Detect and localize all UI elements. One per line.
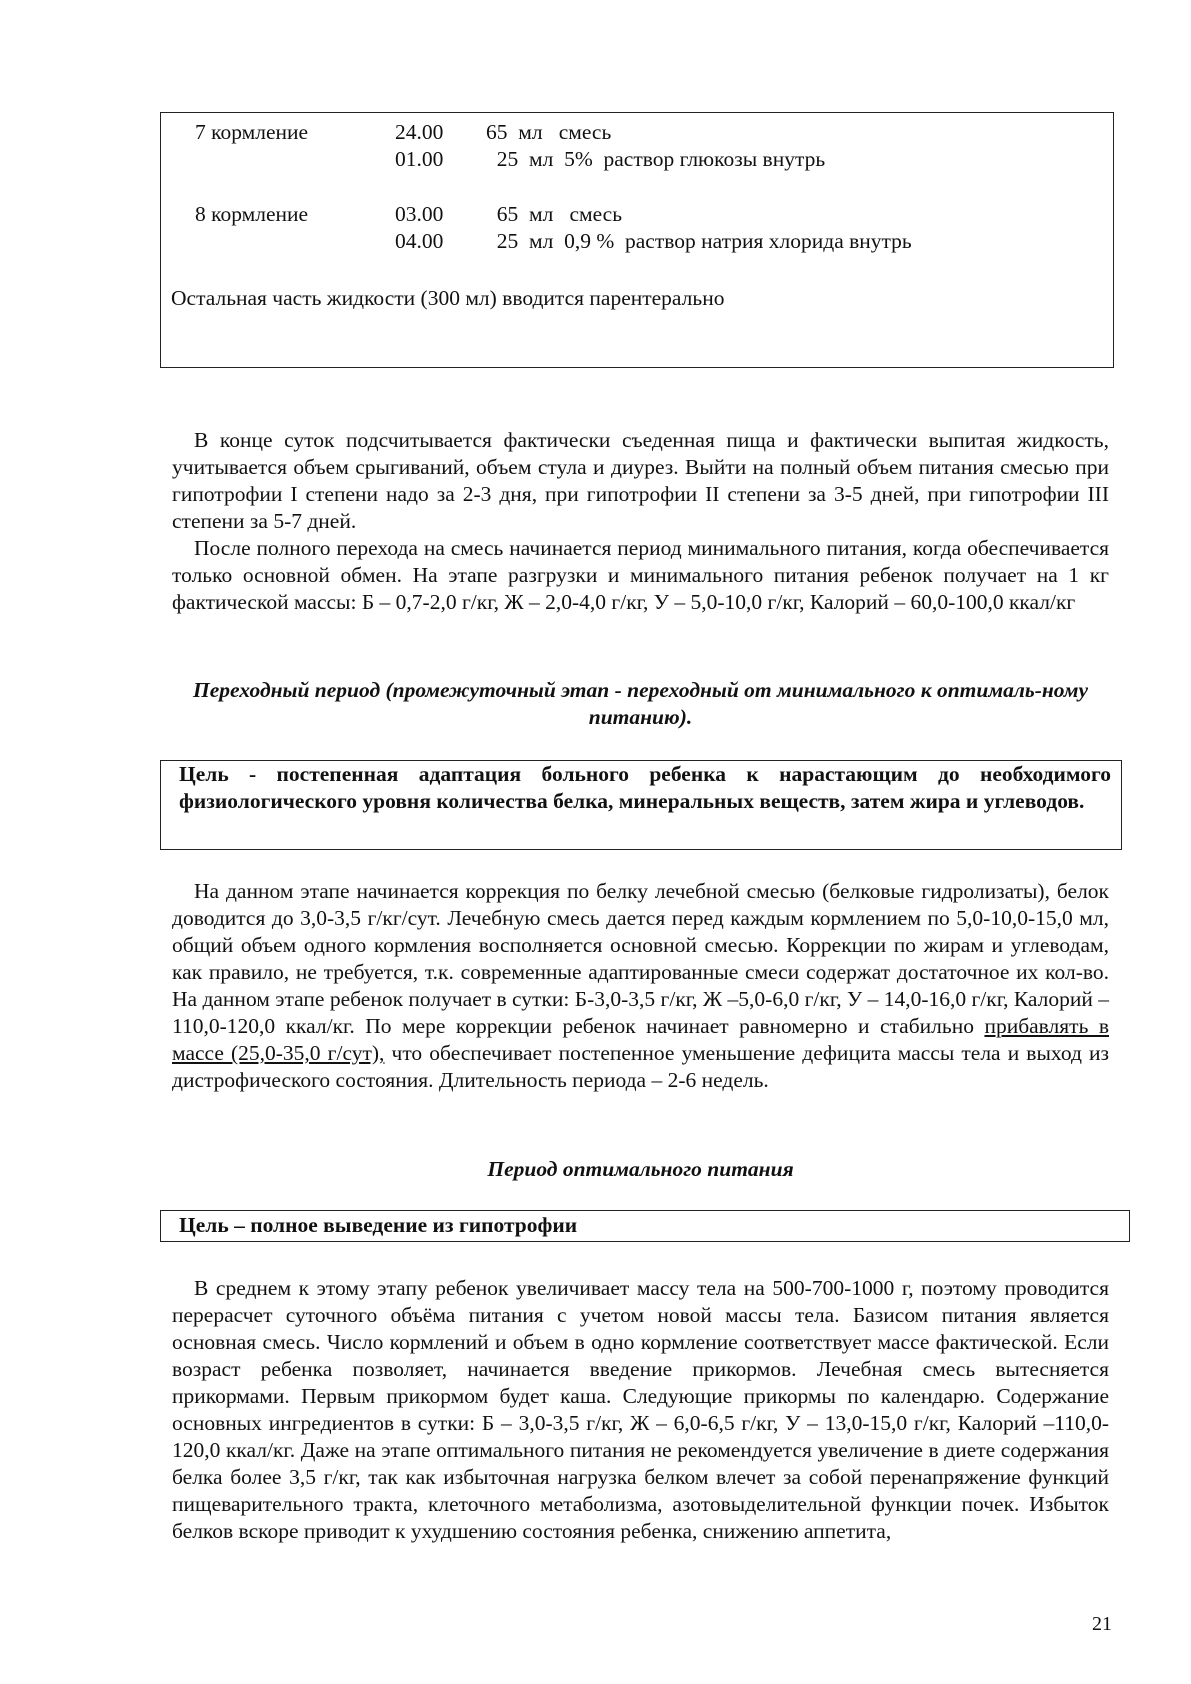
parenteral-note: Остальная часть жидкости (300 мл) вводится парентерально bbox=[171, 286, 725, 310]
goal-text: Цель - постепенная адаптация больного ребенка к нарастающим до необходимого физиологического уровня количества белка, минеральных веществ, затем жира и углеводов. bbox=[179, 762, 1111, 813]
feeding-time: 01.00 bbox=[395, 147, 444, 171]
feeding-description: 25 мл 0,9 % раствор натрия хлорида внутрь bbox=[486, 229, 912, 253]
goal-box-transitional bbox=[160, 760, 1122, 850]
paragraph-minimal-nutrition: После полного перехода на смесь начинается период минимального питания, когда обеспечивается только основной обмен. На этапе разгрузки и минимального питания ребенок получает на 1 кг фактической массы: Б – 0,7-2,0 г/кг, Ж – 2,0-4,0 г/кг, У – 5,0-10,0 г/кг, Калорий – 60,0-100,0 ккал/кг bbox=[172, 536, 1109, 614]
feeding-description: 25 мл 5% раствор глюкозы внутрь bbox=[486, 147, 826, 171]
feeding-time: 03.00 bbox=[395, 202, 444, 226]
feeding-time: 24.00 bbox=[395, 120, 444, 144]
paragraph-transitional-correction bbox=[172, 878, 1109, 1094]
underlined-weight-gain: прибавлять в массе (25,0-35,0 г/сут), bbox=[172, 1014, 1109, 1065]
paragraph-text: что обеспечивает постепенное уменьшение дефицита массы тела и выход из дистрофического состояния. Длительность периода – 2-6 недель. bbox=[172, 1041, 1109, 1092]
page-number: 21 bbox=[1092, 1613, 1112, 1635]
paragraph-optimal-nutrition: В среднем к этому этапу ребенок увеличивает массу тела на 500-700-1000 г, поэтому проводится перерасчет суточного объёма питания с учетом новой массы тела. Базисом питания является основная смесь. Число кормлений и объем в одно кормление соответствует массе фактической. Если возраст ребенка позволяет, начинается введение прикормов. Лечебная смесь вытесняется прикормами. Первым прикормом будет каша. Следующие прикормы по календарю. Содержание основных ингредиентов в сутки: Б – 3,0-3,5 г/кг, Ж – 6,0-6,5 г/кг, У – 13,0-15,0 г/кг, Калорий –110,0-120,0 ккал/кг. Даже на этапе оптимального питания не рекомендуется увеличение в диете содержания белка более 3,5 г/кг, так как избыточная нагрузка белком влечет за собой перенапряжение функций пищеварительного тракта, клеточного метаболизма, азотовыделительной функции почек. Избыток белков вскоре приводит к ухудшению состояния ребенка, снижению аппетита, bbox=[172, 1276, 1109, 1543]
heading-transitional-period: Переходный период (промежуточный этап - переходный от минимального к оптималь-ному питанию). bbox=[192, 678, 1088, 729]
feeding-schedule-box bbox=[160, 112, 1114, 368]
goal-box-optimal bbox=[160, 1210, 1130, 1242]
goal-text: Цель – полное выведение из гипотрофии bbox=[179, 1213, 578, 1237]
feeding-description: 65 мл смесь bbox=[486, 120, 612, 144]
feeding-time: 04.00 bbox=[395, 229, 444, 253]
feeding-label: 7 кормление bbox=[195, 120, 309, 144]
heading-optimal-period: Период оптимального питания bbox=[487, 1157, 794, 1181]
feeding-label: 8 кормление bbox=[195, 202, 309, 226]
feeding-description: 65 мл смесь bbox=[486, 202, 623, 226]
paragraph-text: На данном этапе начинается коррекция по белку лечебной смесью (белковые гидролизаты), белок доводится до 3,0-3,5 г/кг/сут. Лечебную смесь дается перед каждым кормлением по 5,0-10,0-15,0 мл, общий объем одного кормления восполняется основной смесью. Коррекции по жирам и углеводам, как правило, не требуется, т.к. современные адаптированные смеси содержат достаточное их кол-во. На данном этапе ребенок получает в сутки: Б-3,0-3,5 г/кг, Ж –5,0-6,0 г/кг, У – 14,0-16,0 г/кг, Калорий – 110,0-120,0 ккал/кг. По мере коррекции ребенок начинает равномерно и стабильно bbox=[172, 879, 1110, 1038]
paragraph-daily-count: В конце суток подсчитывается фактически съеденная пища и фактически выпитая жидкость, учитывается объем срыгиваний, объем стула и диурез. Выйти на полный объем питания смесью при гипотрофии I степени надо за 2-3 дня, при гипотрофии II степени за 3-5 дней, при гипотрофии III степени за 5-7 дней. bbox=[172, 428, 1109, 533]
